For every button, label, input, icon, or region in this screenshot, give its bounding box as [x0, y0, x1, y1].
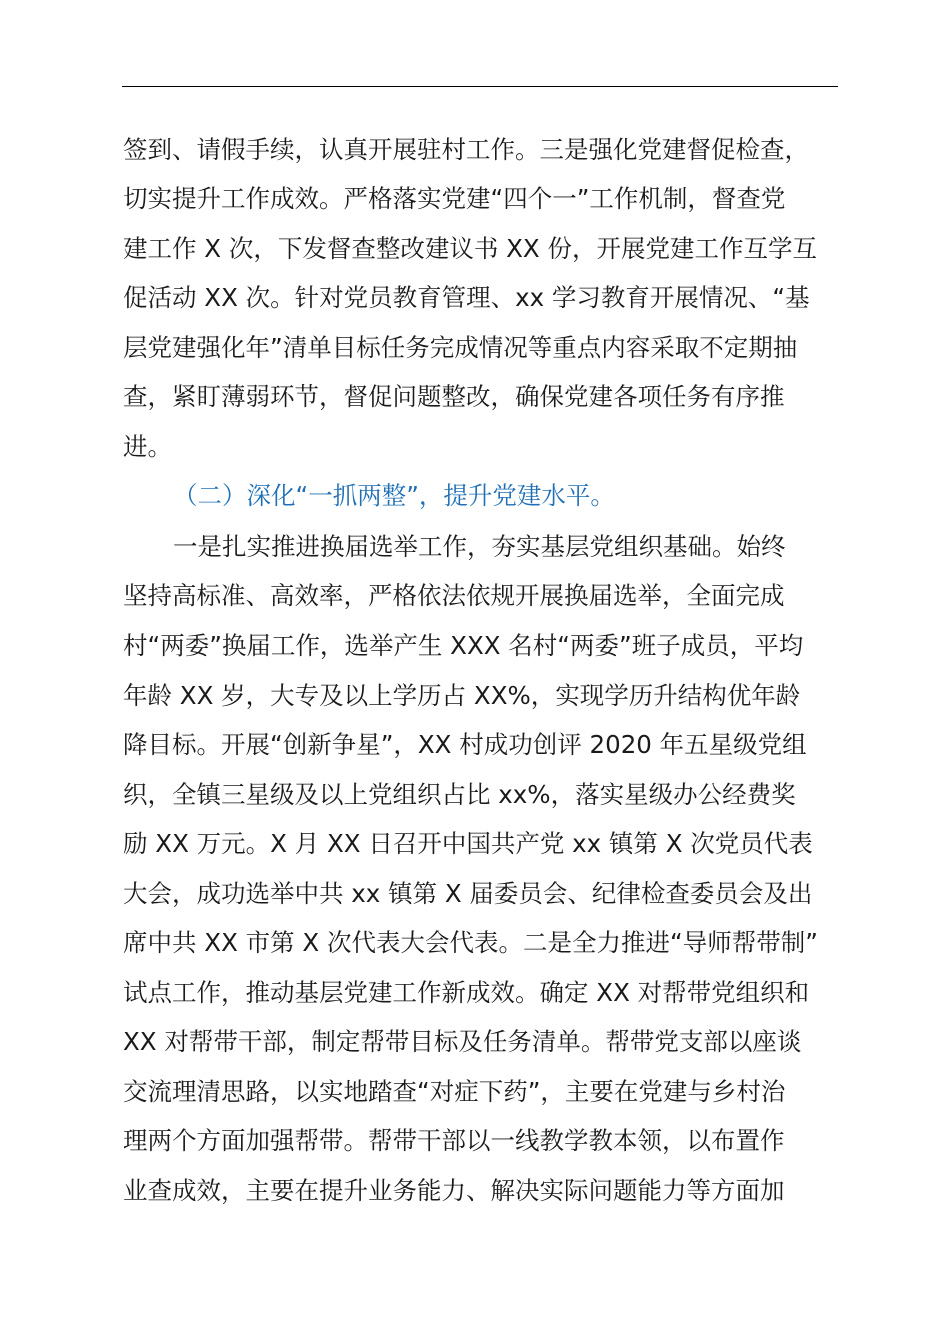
- text-line: 建工作 X 次，下发督查整改建议书 XX 份，开展党建工作互学互: [123, 234, 818, 263]
- text-line: 励 XX 万元。X 月 XX 日召开中国共产党 xx 镇第 X 次党员代表: [123, 829, 813, 858]
- text-line: 交流理清思路，以实地踏查“对症下药”，主要在党建与乡村治: [123, 1077, 786, 1106]
- text-line: XX 对帮带干部，制定帮带目标及任务清单。帮带党支部以座谈: [123, 1027, 802, 1056]
- text-line: 查，紧盯薄弱环节，督促问题整改，确保党建各项任务有序推: [123, 382, 785, 411]
- text-line: 村“两委”换届工作，选举产生 XXX 名村“两委”班子成员，平均: [123, 631, 804, 660]
- text-line: 切实提升工作成效。严格落实党建“四个一”工作机制，督查党: [123, 184, 786, 213]
- text-line: 理两个方面加强帮带。帮带干部以一线教学教本领，以布置作: [123, 1126, 785, 1155]
- text-line: 一是扎实推进换届选举工作，夯实基层党组织基础。始终: [173, 532, 786, 561]
- text-line: 试点工作，推动基层党建工作新成效。确定 XX 对帮带党组织和: [123, 978, 810, 1007]
- text-line: 年龄 XX 岁，大专及以上学历占 XX%，实现学历升结构优年龄: [123, 681, 801, 710]
- text-line: 签到、请假手续，认真开展驻村工作。三是强化党建督促检查，: [123, 135, 809, 164]
- text-line: 业查成效，主要在提升业务能力、解决实际问题能力等方面加: [123, 1176, 785, 1205]
- text-line: 织，全镇三星级及以上党组织占比 xx%，落实星级办公经费奖: [123, 780, 796, 809]
- header-rule: [122, 86, 838, 87]
- text-line: 坚持高标准、高效率，严格依法依规开展换届选举，全面完成: [123, 581, 785, 610]
- text-line: 层党建强化年”清单目标任务完成情况等重点内容采取不定期抽: [123, 333, 798, 362]
- text-line: 降目标。开展“创新争星”，XX 村成功创评 2020 年五星级党组: [123, 730, 807, 759]
- text-line: 进。: [123, 432, 172, 461]
- text-line: 大会，成功选举中共 xx 镇第 X 届委员会、纪律检查委员会及出: [123, 879, 813, 908]
- section-heading: （二）深化“一抓两整”，提升党建水平。: [173, 481, 615, 510]
- text-line: 促活动 XX 次。针对党员教育管理、xx 学习教育开展情况、“基: [123, 283, 810, 312]
- text-line: 席中共 XX 市第 X 次代表大会代表。二是全力推进“导师帮带制”: [123, 928, 818, 957]
